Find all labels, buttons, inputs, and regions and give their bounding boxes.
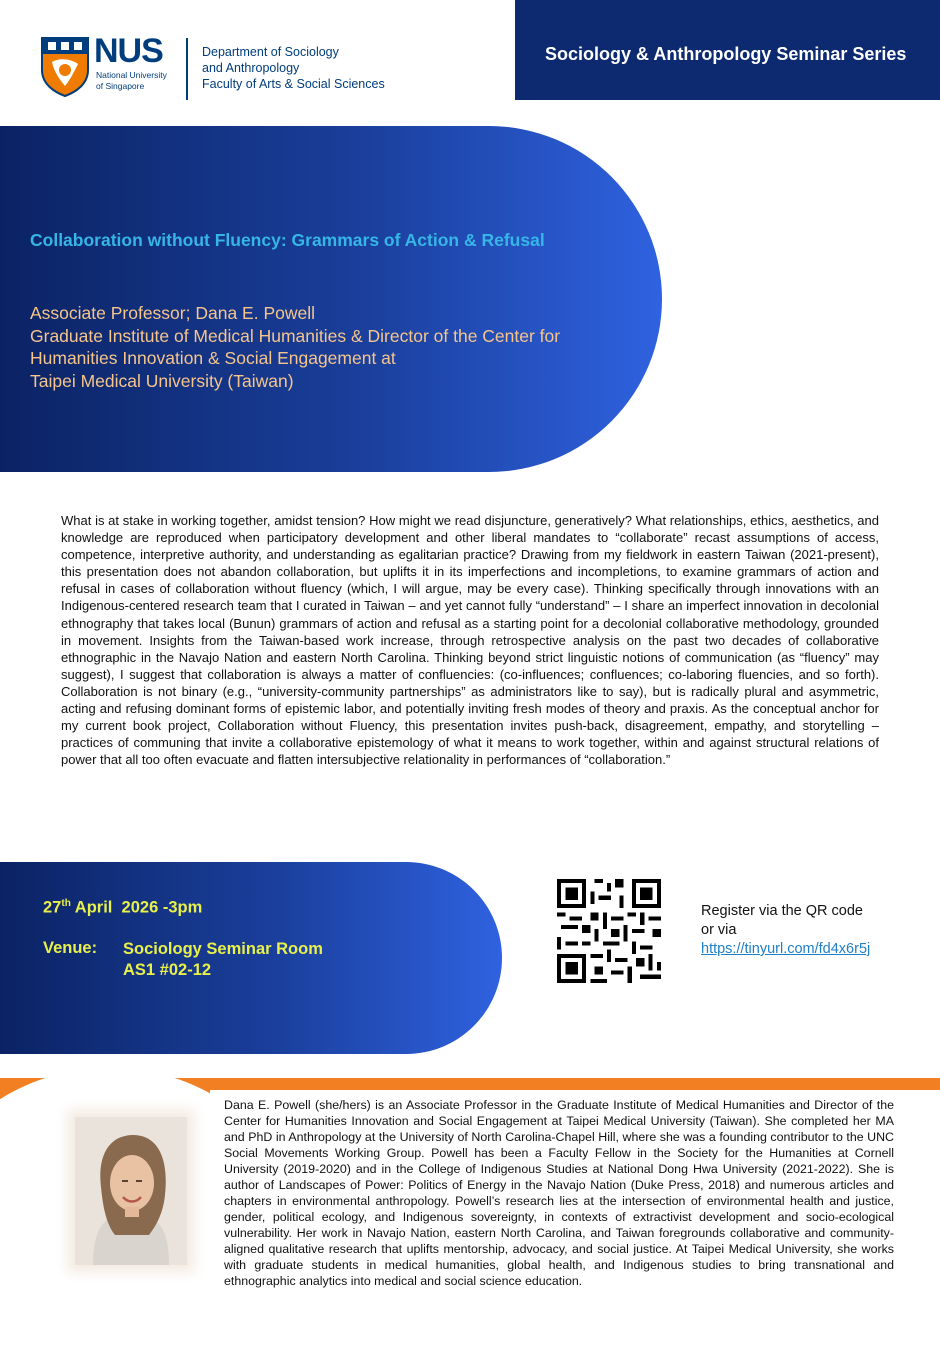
- speaker-bio: Dana E. Powell (she/hers) is an Associate Professor in the Graduate Institute of Medical Humanities and Director of the Center for Humanities Innovation and Social Engagement at Taipei Medical University (Taiwan). She completed her MA and PhD in Anthropology at the University of North Carolina-Chapel Hill, where she was a founding contributor to the UNC Social Movements Working Group. Powell has been a Faculty Fellow in the Society for the Humanities at Cornell University (2019-2020) and in the College of Indigenous Studies at National Dong Hwa University (2021-2022). She is author of Landscapes of Power: Politics of Energy in the Navajo Nation (Duke Press, 2018) and numerous articles and chapters in environmental anthropology. Powell’s research lies at the intersection of environmental health and justice, gender, political ecology, and Indigenous sovereignty, in contexts of extractivist development and socio-ecological vulnerability. Her work in Navajo Nation, eastern North Carolina, and Taiwan foregrounds collaborative and community-aligned qualitative research that uplifts mentorship, advocacy, and social justice. At Taipei Medical University, she works with graduate students in medical humanities, global health, and Indigenous studies to bring transnational and ethnographic analytics into medical and social science education.: [224, 1098, 894, 1288]
- event-day-suffix: th: [61, 898, 71, 909]
- register-line-1: Register via the QR code: [701, 903, 863, 919]
- nus-wordmark: NUS: [94, 32, 163, 70]
- qr-code-icon[interactable]: [557, 879, 661, 983]
- department-name: [202, 44, 402, 92]
- venue-value: [123, 939, 323, 981]
- event-day: 27: [43, 898, 62, 917]
- nus-subtitle: [96, 70, 186, 92]
- hero-banner: [0, 126, 662, 472]
- department-line-2: and Anthropology: [202, 61, 300, 75]
- speaker-photo: [75, 1117, 187, 1265]
- speaker-info: [30, 302, 630, 392]
- nus-logo: [40, 32, 400, 102]
- event-date: [43, 898, 202, 918]
- logo-divider: [186, 38, 188, 100]
- register-info: [701, 902, 870, 959]
- speaker-line: Graduate Institute of Medical Humanities & Director of the Center for: [30, 325, 561, 346]
- venue-line-1: Sociology Seminar Room: [123, 940, 323, 958]
- event-date-rest: April 2026 -3pm: [70, 898, 203, 917]
- series-banner: [515, 0, 940, 100]
- department-line-1: Department of Sociology: [202, 45, 339, 59]
- register-line-2: or via: [701, 922, 737, 938]
- speaker-line: Humanities Innovation & Social Engagement at: [30, 348, 396, 368]
- nus-crest-icon: [40, 36, 90, 98]
- event-details-banner: [0, 862, 502, 1054]
- register-link[interactable]: https://tinyurl.com/fd4x6r5j: [701, 941, 871, 957]
- nus-subtitle-line-1: National University: [96, 70, 167, 80]
- venue-line-2: AS1 #02-12: [123, 961, 212, 979]
- speaker-line: Associate Professor; Dana E. Powell: [30, 303, 315, 323]
- speaker-line: Taipei Medical University (Taiwan): [30, 370, 294, 391]
- speaker-portrait-icon: [75, 1117, 187, 1265]
- department-line-3: Faculty of Arts & Social Sciences: [202, 77, 385, 91]
- series-title: Sociology & Anthropology Seminar Series: [545, 44, 907, 64]
- venue-label: Venue:: [43, 939, 98, 957]
- abstract-text: What is at stake in working together, amidst tension? How might we read disjuncture, generatively? What relationships, ethics, aesthetics, and knowledge are reproduced when participatory development and other liberal mandates to “collaborate” recast assumptions of access, competence, interpretive authority, and understanding as egalitarian practice? Drawing from my fieldwork in eastern Taiwan (2021-present), this presentation does not abandon collaboration, but uplifts it in its imperfections and incompletions, to examine grammars of action and refusal in cases of collaboration without fluency (which, I will argue, may be every case). Thinking specifically through innovations with an Indigenous-centered research team that I curated in Taiwan – and yet cannot fully “understand” – I share an imperfect innovation in decolonial ethnography that takes local (Bunun) grammars of action and refusal as a starting point for a decolonial collaborative methodology, grounded in movement. Insights from the Taiwan-based work increase, through retrospective analysis on the past two decades of collaborative ethnographic in the Navajo Nation and eastern North Carolina. Thinking beyond strict linguistic notions of communication (as “fluency” may suggest), I suggest that collaboration is always a matter of confluencies: (co-influences; confluences; co-laboring fluencies, and so forth). Collaboration is not binary (e.g., “university-community partnerships” as administrators like to say), but is radically plural and asymmetric, acting and refusing dominant forms of epistemic labor, and potentially inviting fresh modes of theory and praxis. As the conceptual anchor for my current book project, Collaboration without Fluency, this presentation invites push-back, disagreement, empathy, and storytelling – practices of communing that invite a collaborative epistemology of what it means to work together, within and against structural relations of power that all too often evacuate and flatten intersubjective relationality in performances of “collaboration.”: [61, 513, 879, 768]
- nus-subtitle-line-2: of Singapore: [96, 81, 145, 91]
- talk-title: Collaboration without Fluency: Grammars of Action & Refusal: [30, 230, 545, 250]
